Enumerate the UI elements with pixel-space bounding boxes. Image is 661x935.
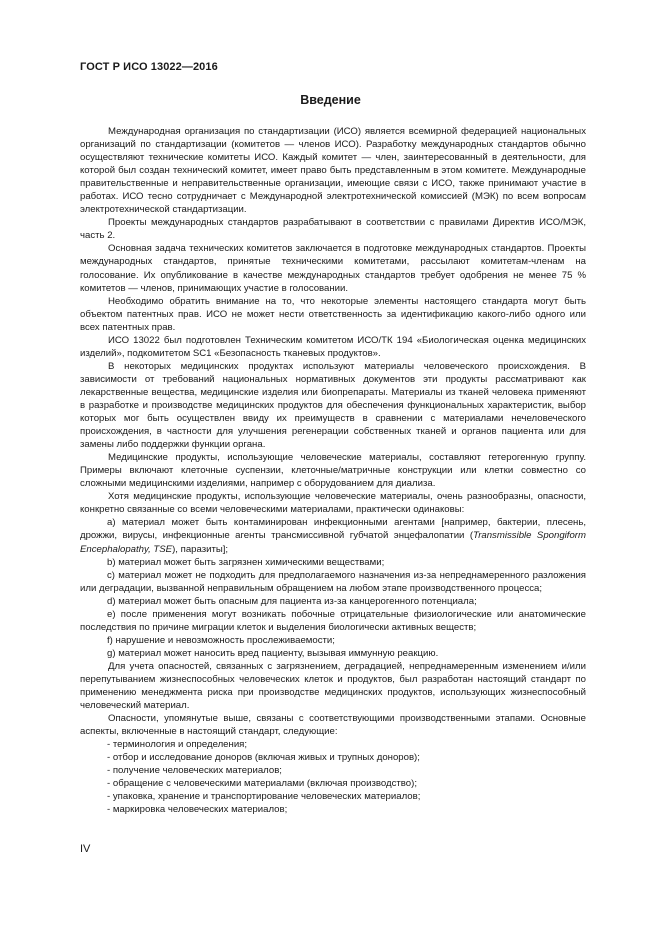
paragraph: Для учета опасностей, связанных с загрязнением, деградацией, непреднамеренным изменением и/или перепутыванием жизнеспособных человеческих клеток и продуктов, был разработан настоящий стандарт по применению менеджмента риска при производстве медицинских продуктов, использующих жизнеспособный человеческий материал. — [80, 660, 586, 712]
list-item-a-end: ), паразиты]; — [172, 543, 229, 555]
paragraph: Хотя медицинские продукты, использующие человеческие материалы, очень разнообразны, опасности, конкретно связанные со всеми человеческими материалами, практически одинаковы: — [80, 491, 586, 516]
list-item-a-text: а) материал может быть контаминирован инфекционными агентами [например, бактерии, плесень, дрожжи, вирусы, инфекционные агенты трансмиссивной губчатой энцефалопатии ( — [80, 517, 586, 542]
paragraph: Медицинские продукты, использующие человеческие материалы, составляют гетерогенную группу. Примеры включают клеточные суспензии, клеточные/матричные конструкции или клетки совместно со сложными медицинскими изделиями, например с оборудованием для диализа. — [80, 452, 586, 490]
paragraph: Опасности, упомянутые выше, связаны с соответствующими производственными этапами. Основные аспекты, включенные в настоящий стандарт, следующие: — [80, 713, 586, 738]
list-item: b) материал может быть загрязнен химическими веществами; — [107, 556, 385, 568]
list-item: e) после применения могут возникать побочные отрицательные физиологические или анатомические последствия по причине миграции клеток и выделения биологически активных веществ; — [80, 608, 586, 633]
paragraph: Необходимо обратить внимание на то, что некоторые элементы настоящего стандарта могут быть объектом патентных прав. ИСО не может нести ответственность за идентификацию какого-либо одного или всех патентных прав. — [80, 295, 586, 333]
paragraph: В некоторых медицинских продуктах используют материалы человеческого происхождения. В зависимости от требований национальных нормативных документов эти продукты рассматривают как лекарственные вещества, медицинские изделия или биопрепараты. Материалы из тканей человека применяют в разработке и производстве медицинских продуктов для обеспечения функциональных характеристик, выбор которых мог быть осуществлен ввиду их преимуществ в сравнении с материалами нечеловеческого происхождения, в частности для улучшения регенерации собственных тканей и органов пациента или для замены либо поддержки функции органа. — [80, 360, 586, 451]
page-number: IV — [80, 843, 91, 855]
section-title: Введение — [300, 93, 361, 107]
dash-list-item: - упаковка, хранение и транспортирование человеческих материалов; — [107, 791, 421, 803]
paragraph: Международная организация по стандартизации (ИСО) является всемирной федерацией национальных организаций по стандартизации (комитетов — членов ИСО). Разработку международных стандартов обычно осуществляют технические комитеты ИСО. Каждый комитет — член, заинтересованный в деятельности, для которой был создан технический комитет, имеет право быть представленным в этом комитете. Международные правительственные и неправительственные организации, имеющие связи с ИСО, также принимают участие в работах. ИСО тесно сотрудничает с Международной электротехнической комиссией (МЭК) по всем вопросам электротехнической стандартизации. — [80, 126, 586, 216]
dash-list-item: - обращение с человеческими материалами (включая производство); — [107, 778, 417, 790]
dash-list-item: - маркировка человеческих материалов; — [107, 804, 288, 816]
dash-list-item: - отбор и исследование доноров (включая живых и трупных доноров); — [107, 752, 420, 764]
paragraph: Проекты международных стандартов разрабатывают в соответствии с правилами Директив ИСО/МЭК, часть 2. — [80, 217, 586, 242]
list-item: d) материал может быть опасным для пациента из-за канцерогенного потенциала; — [107, 595, 477, 607]
list-item-a-italic: Transmissible Spongiform Encephalopathy, TSE — [80, 530, 586, 555]
dash-list-item: - получение человеческих материалов; — [107, 765, 282, 777]
document-body — [80, 125, 586, 816]
list-item: g) материал может наносить вред пациенту, вызывая иммунную реакцию. — [107, 647, 439, 659]
paragraph: Основная задача технических комитетов заключается в подготовке международных стандартов. Проекты международных стандартов, принятые техническими комитетами, рассылают комитетам-членам на голосование. Их опубликование в качестве международных стандартов требует одобрения не менее 75 % комитетов — членов, принимающих участие в голосовании. — [80, 243, 586, 294]
list-item: c) материал может не подходить для предполагаемого назначения из-за непреднамеренного разложения или деградации, вызванной неправильным обращением на любом этапе производственного процесса; — [80, 569, 586, 594]
list-item: f) нарушение и невозможность прослеживаемости; — [107, 634, 335, 646]
list-item-a — [80, 516, 586, 555]
dash-list-item: - терминология и определения; — [107, 739, 248, 751]
document-header: ГОСТ Р ИСО 13022—2016 — [80, 61, 218, 73]
paragraph: ИСО 13022 был подготовлен Техническим комитетом ИСО/ТК 194 «Биологическая оценка медицинских изделий», подкомитетом SC1 «Безопасность тканевых продуктов». — [80, 334, 586, 359]
